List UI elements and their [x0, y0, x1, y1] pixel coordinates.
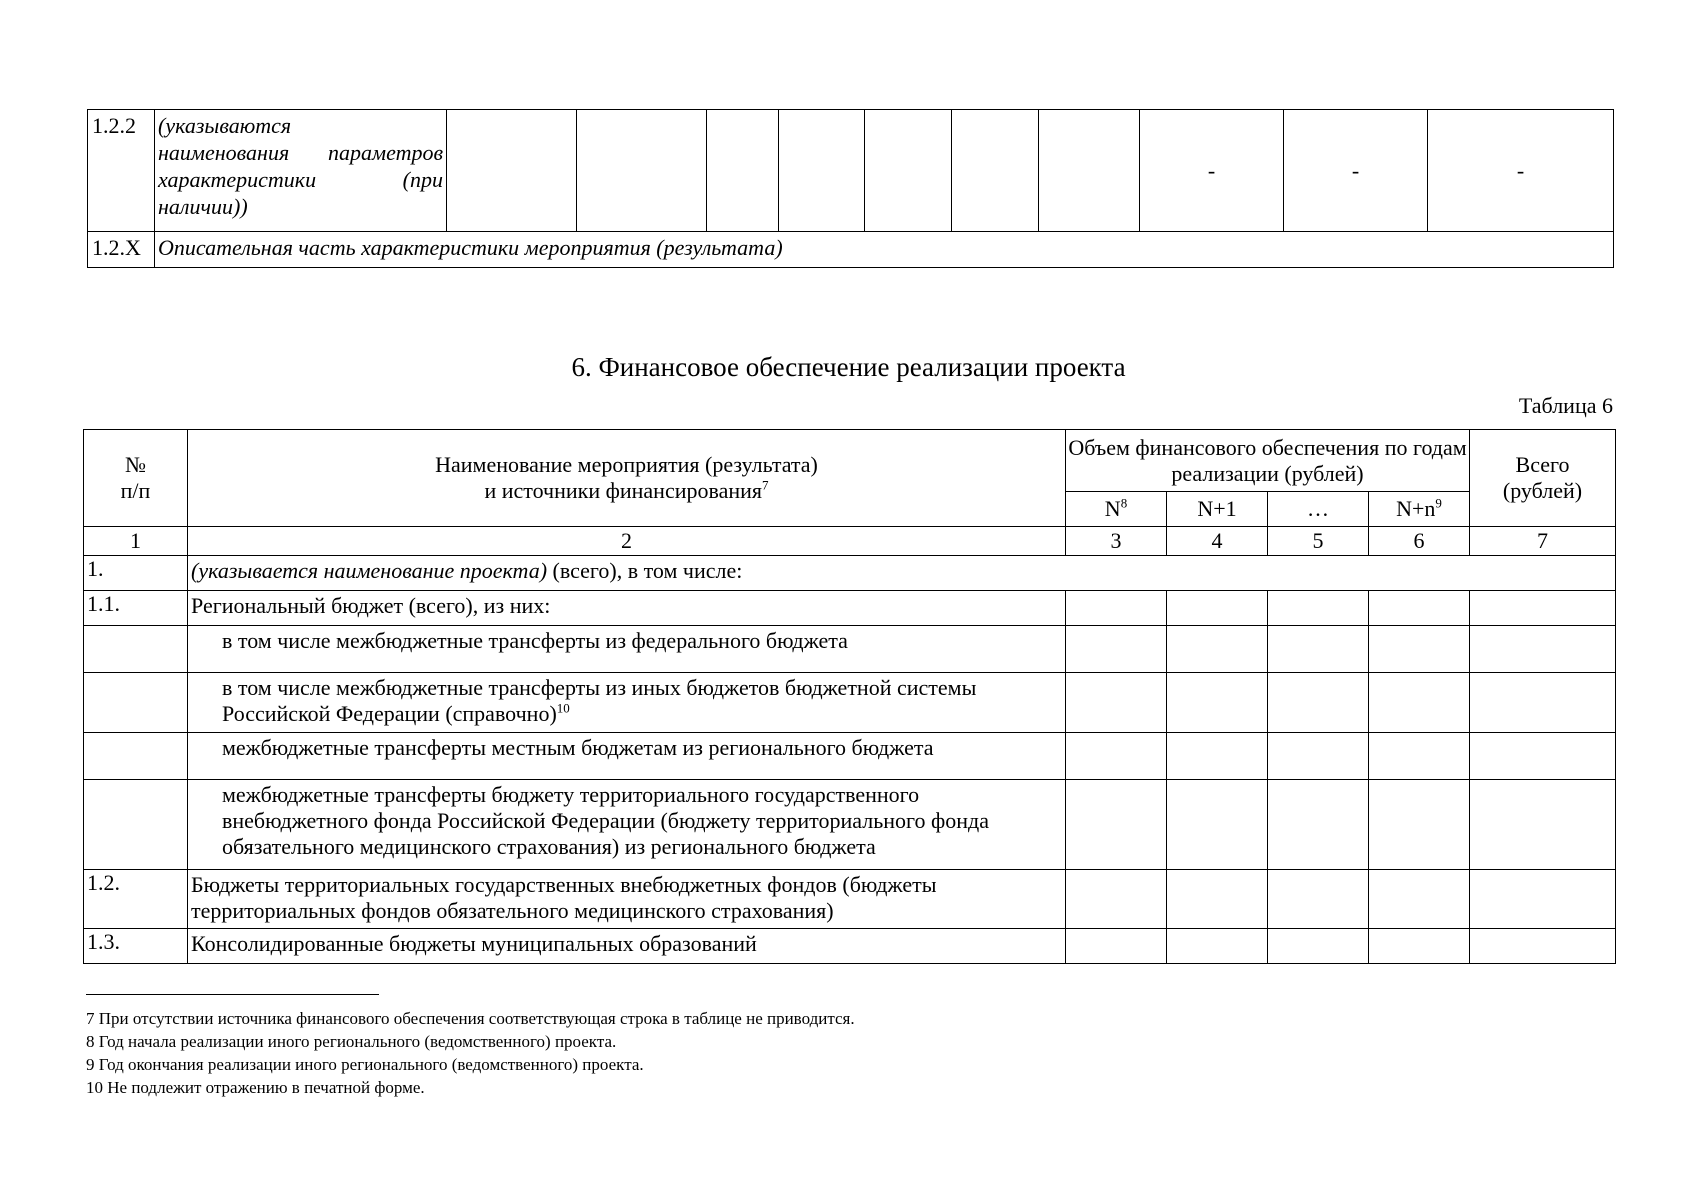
amount-cell: [1470, 929, 1616, 964]
column-number: 2: [188, 527, 1066, 556]
amount-cell: [1066, 673, 1167, 733]
empty-cell: [865, 110, 952, 232]
source-name-cell: [188, 929, 1066, 964]
source-name: межбюджетные трансферты бюджету территориального государственного внебюджетного фонда Российской Федерации (бюджету территориального фонда обязательного медицинского страхования) из регионального бюджета: [222, 782, 989, 859]
column-number: 3: [1066, 527, 1167, 556]
footnote-separator: [86, 994, 379, 995]
year-label: N+n: [1396, 496, 1436, 521]
year-label: N+1: [1197, 496, 1237, 521]
header-text: Наименование мероприятия (результата): [435, 452, 818, 477]
row-number: [84, 780, 188, 870]
footnote: 10 Не подлежит отражению в печатной форме.: [86, 1078, 425, 1097]
table-row: [84, 733, 1616, 780]
header-row: [84, 430, 1616, 492]
source-name-cell: [188, 870, 1066, 929]
table-row: [88, 110, 1614, 232]
table-row: [84, 929, 1616, 964]
column-number: 7: [1470, 527, 1616, 556]
footnote-ref: 10: [556, 700, 570, 716]
year-header: [1066, 492, 1167, 527]
source-name: Региональный бюджет (всего), из них:: [191, 593, 551, 618]
amount-cell: [1268, 870, 1369, 929]
column-number: 6: [1369, 527, 1470, 556]
amount-cell: [1369, 591, 1470, 626]
table-row: [88, 232, 1614, 268]
empty-cell: [952, 110, 1039, 232]
amount-cell: [1268, 626, 1369, 673]
amount-cell: [1167, 591, 1268, 626]
row-number: 1.2.X: [88, 232, 155, 268]
footnote-ref: 8: [1120, 495, 1128, 511]
description-cell: Описательная часть характеристики мероприятия (результата): [155, 232, 1614, 268]
dash-cell: -: [1428, 110, 1614, 232]
amount-cell: [1268, 929, 1369, 964]
table-row: [84, 870, 1616, 929]
source-name-cell: [188, 626, 1066, 673]
column-number: 1: [84, 527, 188, 556]
column-number: 5: [1268, 527, 1369, 556]
header-number: [84, 430, 188, 527]
project-name-cell: [188, 556, 1616, 591]
amount-cell: [1167, 626, 1268, 673]
column-number-row: [84, 527, 1616, 556]
amount-cell: [1167, 870, 1268, 929]
year-label: …: [1307, 496, 1329, 521]
row-text: (всего), в том числе:: [547, 558, 743, 583]
source-name: в том числе межбюджетные трансферты из иных бюджетов бюджетной системы Российской Федерации (справочно): [222, 675, 977, 726]
amount-cell: [1369, 626, 1470, 673]
amount-cell: [1066, 929, 1167, 964]
amount-cell: [1470, 591, 1616, 626]
row-number: 1.3.: [84, 929, 188, 964]
amount-cell: [1066, 591, 1167, 626]
header-name: [188, 430, 1066, 527]
amount-cell: [1470, 870, 1616, 929]
year-label: N: [1104, 496, 1121, 521]
amount-cell: [1268, 591, 1369, 626]
row-number: 1.2.2: [88, 110, 155, 232]
project-name-placeholder: (указывается наименование проекта): [191, 558, 548, 583]
text-line: наличии)): [158, 194, 248, 219]
empty-cell: [1039, 110, 1140, 232]
row-number: [84, 733, 188, 780]
footnote-ref: 9: [1435, 495, 1442, 511]
amount-cell: [1066, 870, 1167, 929]
amount-cell: [1066, 626, 1167, 673]
row-number: [84, 673, 188, 733]
financing-table: [83, 429, 1616, 964]
source-name-cell: [188, 780, 1066, 870]
amount-cell: [1268, 733, 1369, 780]
header-text: [188, 478, 1065, 504]
amount-cell: [1167, 780, 1268, 870]
table-row: [84, 591, 1616, 626]
characteristics-table-fragment: [87, 109, 1614, 268]
empty-cell: [707, 110, 779, 232]
footnote: 9 Год окончания реализации иного регионального (ведомственного) проекта.: [86, 1055, 644, 1074]
header-text: п/п: [120, 478, 151, 503]
footnotes: [86, 1007, 855, 1099]
row-number: 1.: [84, 556, 188, 591]
amount-cell: [1066, 733, 1167, 780]
section-title: 6. Финансовое обеспечение реализации проекта: [571, 352, 1126, 382]
row-number: 1.1.: [84, 591, 188, 626]
amount-cell: [1066, 780, 1167, 870]
source-name: Консолидированные бюджеты муниципальных образований: [191, 931, 757, 956]
text-line: (указываются: [158, 113, 292, 138]
table-row: [84, 626, 1616, 673]
source-name-cell: [188, 591, 1066, 626]
amount-cell: [1167, 929, 1268, 964]
amount-cell: [1470, 780, 1616, 870]
source-name-cell: [188, 673, 1066, 733]
source-name: Бюджеты территориальных государственных внебюджетных фондов (бюджеты территориальных фондов обязательного медицинского страхования): [191, 872, 937, 923]
amount-cell: [1369, 929, 1470, 964]
amount-cell: [1369, 733, 1470, 780]
footnote: 8 Год начала реализации иного регионального (ведомственного) проекта.: [86, 1032, 617, 1051]
empty-cell: [779, 110, 865, 232]
amount-cell: [1268, 780, 1369, 870]
amount-cell: [1268, 673, 1369, 733]
empty-cell: [577, 110, 707, 232]
column-number: 4: [1167, 527, 1268, 556]
table-row: [84, 556, 1616, 591]
source-name-cell: [188, 733, 1066, 780]
header-volume: Объем финансового обеспечения по годам реализации (рублей): [1066, 430, 1470, 492]
amount-cell: [1369, 780, 1470, 870]
table-caption: Таблица 6: [1518, 393, 1613, 418]
text-line: наименования параметров: [158, 140, 443, 165]
table-row: [84, 673, 1616, 733]
row-number: 1.2.: [84, 870, 188, 929]
source-name: межбюджетные трансферты местным бюджетам из регионального бюджета: [222, 735, 934, 760]
amount-cell: [1369, 870, 1470, 929]
year-header: [1167, 492, 1268, 527]
empty-cell: [447, 110, 577, 232]
header-total: [1470, 430, 1616, 527]
year-header: [1268, 492, 1369, 527]
amount-cell: [1167, 673, 1268, 733]
amount-cell: [1470, 626, 1616, 673]
header-text: Всего: [1515, 452, 1570, 477]
row-number: [84, 626, 188, 673]
dash-cell: -: [1284, 110, 1428, 232]
amount-cell: [1470, 733, 1616, 780]
footnote-ref: 7: [762, 477, 769, 493]
footnote: 7 При отсутствии источника финансового обеспечения соответствующая строка в таблице не приводится.: [86, 1009, 855, 1028]
source-name: в том числе межбюджетные трансферты из федерального бюджета: [222, 628, 848, 653]
text-line: характеристики (при: [158, 167, 443, 192]
amount-cell: [1167, 733, 1268, 780]
table-row: [84, 780, 1616, 870]
header-text: (рублей): [1502, 478, 1583, 503]
header-text: и источники финансирования: [484, 478, 763, 503]
amount-cell: [1470, 673, 1616, 733]
characteristic-parameters-cell: [155, 110, 447, 232]
header-text: №: [125, 452, 146, 477]
year-header: [1369, 492, 1470, 527]
dash-cell: -: [1140, 110, 1284, 232]
amount-cell: [1369, 673, 1470, 733]
